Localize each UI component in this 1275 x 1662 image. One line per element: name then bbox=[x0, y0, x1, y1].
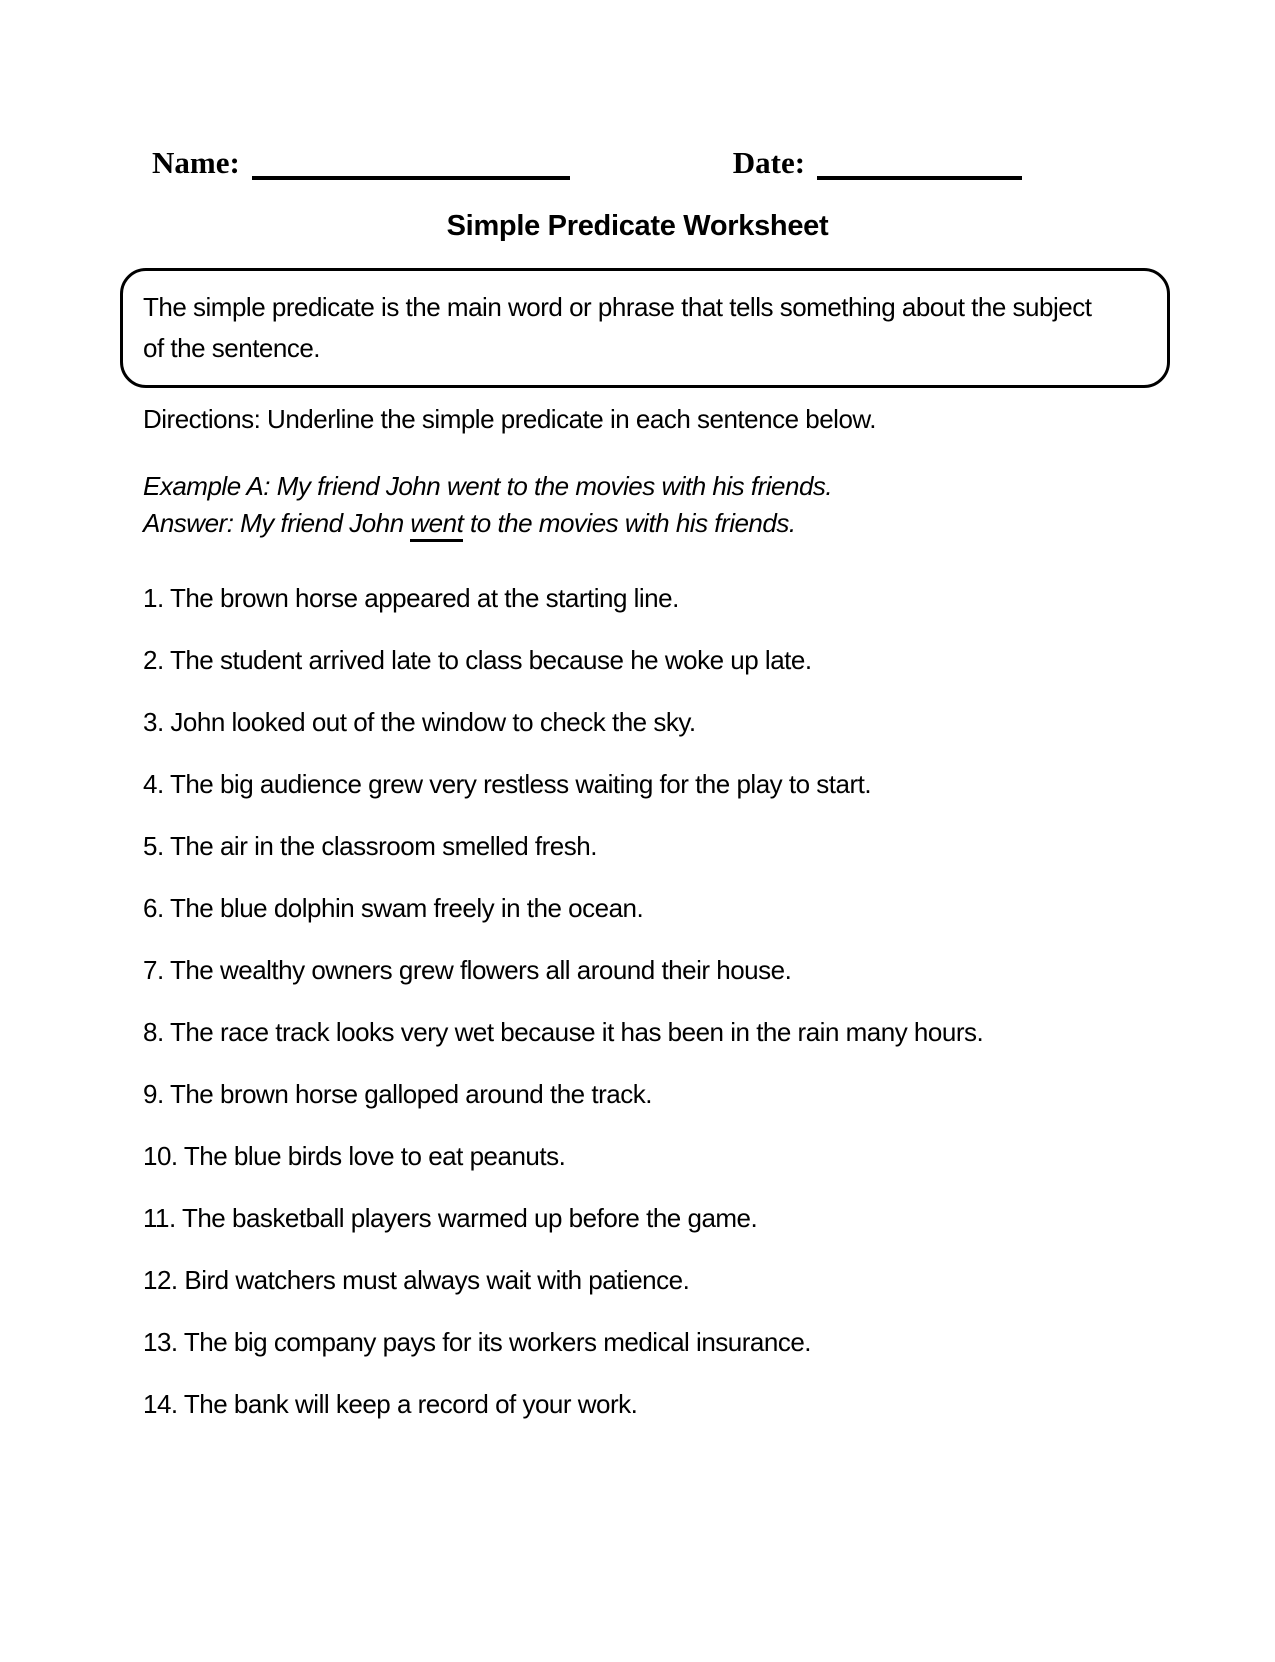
sentence-item: 14. The bank will keep a record of your work. bbox=[143, 1389, 638, 1419]
worksheet-title: Simple Predicate Worksheet bbox=[446, 210, 829, 242]
sentence-item: 5. The air in the classroom smelled fresh. bbox=[143, 831, 597, 861]
answer-line bbox=[143, 505, 1175, 542]
name-blank-line bbox=[252, 142, 570, 180]
sentence-item: 8. The race track looks very wet because it has been in the rain many hours. bbox=[143, 1017, 984, 1047]
name-field-group bbox=[152, 142, 570, 180]
date-blank-line bbox=[817, 142, 1022, 180]
sentence-item: 9. The brown horse galloped around the track. bbox=[143, 1079, 652, 1109]
sentence-item: 12. Bird watchers must always wait with patience. bbox=[143, 1265, 690, 1295]
answer-underlined-word: went bbox=[410, 508, 463, 542]
date-field-group bbox=[733, 142, 1022, 180]
sentence-list bbox=[143, 583, 1185, 1451]
sentence-item: 11. The basketball players warmed up before the game. bbox=[143, 1203, 758, 1233]
example-line: Example A: My friend John went to the movies with his friends. bbox=[143, 471, 833, 501]
directions-text: Directions: Underline the simple predicate in each sentence below. bbox=[143, 404, 876, 434]
header-row bbox=[152, 142, 1175, 180]
definition-box bbox=[120, 268, 1170, 388]
sentence-item: 13. The big company pays for its workers medical insurance. bbox=[143, 1327, 812, 1357]
date-label: Date: bbox=[732, 144, 806, 180]
name-label: Name: bbox=[152, 144, 240, 180]
sentence-item: 2. The student arrived late to class because he woke up late. bbox=[143, 645, 812, 675]
sentence-item: 3. John looked out of the window to check the sky. bbox=[143, 707, 696, 737]
sentence-item: 4. The big audience grew very restless waiting for the play to start. bbox=[143, 769, 872, 799]
sentence-item: 1. The brown horse appeared at the starting line. bbox=[143, 583, 679, 613]
answer-text-before: Answer: My friend John bbox=[143, 508, 411, 538]
example-block bbox=[143, 468, 1175, 542]
sentence-item: 6. The blue dolphin swam freely in the ocean. bbox=[143, 893, 644, 923]
answer-text-after: to the movies with his friends. bbox=[463, 508, 796, 538]
definition-text: The simple predicate is the main word or phrase that tells something about the subject of the sentence. bbox=[143, 292, 1092, 363]
sentence-item: 7. The wealthy owners grew flowers all around their house. bbox=[143, 955, 792, 985]
sentence-item: 10. The blue birds love to eat peanuts. bbox=[143, 1141, 566, 1171]
